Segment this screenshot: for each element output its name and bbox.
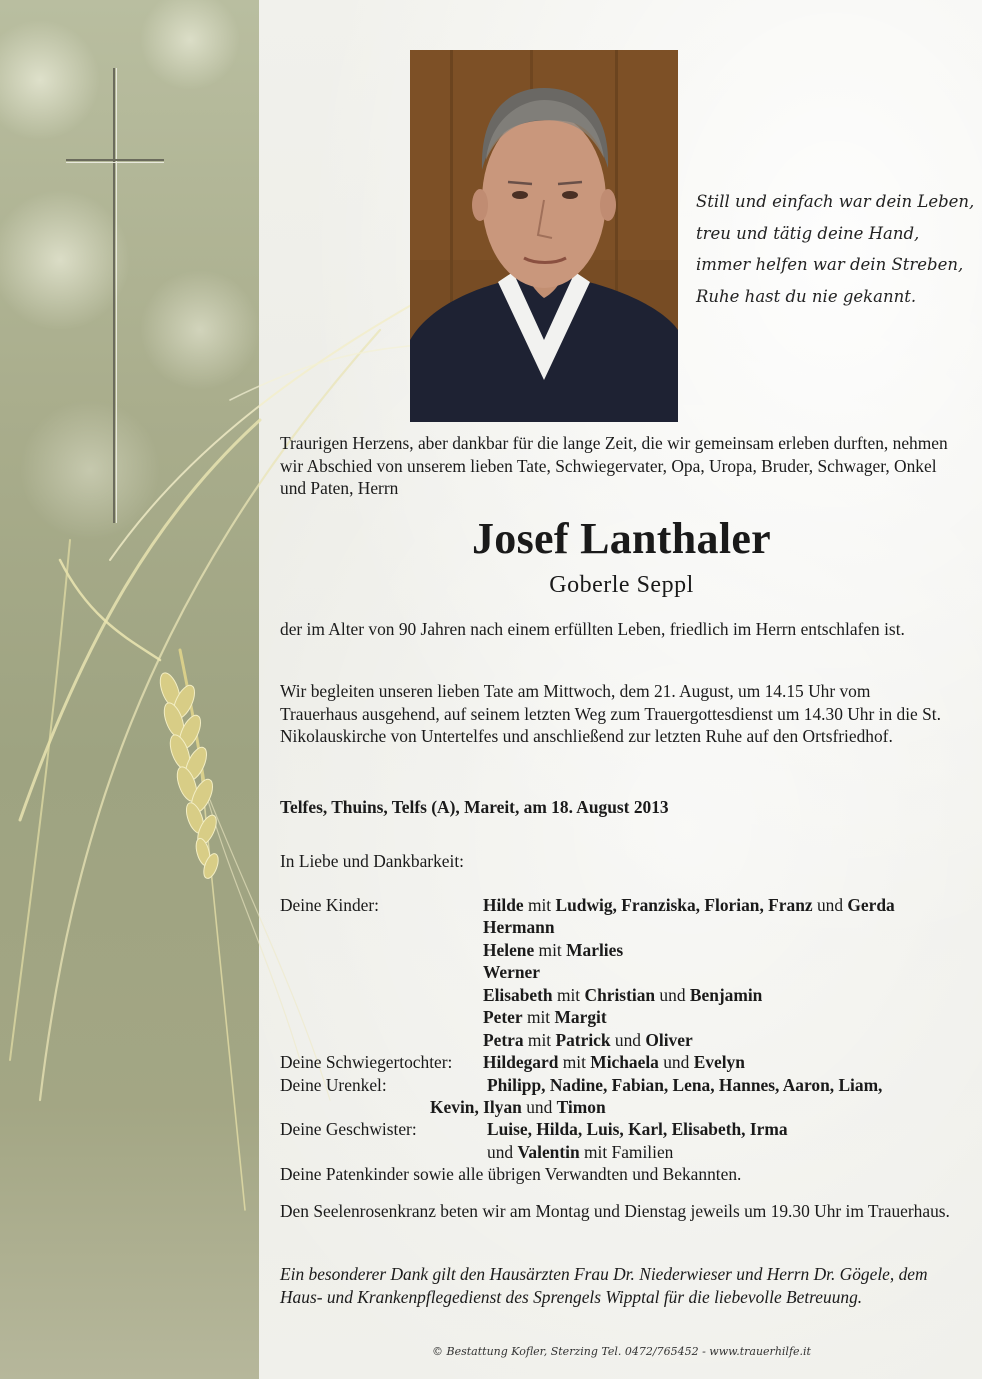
- siblings-line: Luise, Hilda, Luis, Karl, Elisabeth, Irma: [487, 1119, 788, 1139]
- godchildren-text: Deine Patenkinder sowie alle übrigen Verwandten und Bekannten.: [280, 1164, 742, 1184]
- children-line: Petra mit Patrick und Oliver: [483, 1030, 693, 1050]
- portrait-photo: [410, 50, 678, 422]
- siblings-label: Deine Geschwister:: [280, 1119, 417, 1139]
- great-grandchildren-line: Philipp, Nadine, Fabian, Lena, Hannes, Aaron, Liam,: [487, 1075, 883, 1095]
- children-line: Hilde mit Ludwig, Franziska, Florian, Franz und Gerda: [483, 895, 895, 915]
- poem-line: immer helfen war dein Streben,: [696, 255, 964, 274]
- poem-line: Ruhe hast du nie gekannt.: [696, 286, 917, 306]
- poem-line: Still und einfach war dein Leben,: [696, 192, 975, 211]
- place-date: Telfes, Thuins, Telfs (A), Mareit, am 18. August 2013: [280, 797, 669, 817]
- daughter-in-law-label: Deine Schwiegertochter:: [280, 1052, 453, 1072]
- poem-line: treu und tätig deine Hand,: [696, 223, 920, 243]
- deceased-nickname: Goberle Seppl: [549, 572, 694, 598]
- children-line: Werner: [483, 962, 540, 982]
- daughter-in-law-line: Hildegard mit Michaela und Evelyn: [483, 1052, 745, 1072]
- rosary-text: Den Seelenrosenkranz beten wir am Montag und Dienstag jeweils um 19.30 Uhr im Trauerhaus.: [280, 1201, 950, 1221]
- funeral-text: Wir begleiten unseren lieben Tate am Mittwoch, dem 21. August, um 14.15 Uhr vom Trauerhaus ausgehend, auf seinem letzten Weg zum Trauergottesdienst um 14.30 Uhr in die St. Nikolauskirche von Untertelfes und anschließend zur letzten Ruhe auf den Ortsfriedhof.: [280, 681, 941, 747]
- great-grandchildren-label: Deine Urenkel:: [280, 1075, 387, 1095]
- children-line: Helene mit Marlies: [483, 940, 624, 960]
- siblings-line: und Valentin mit Familien: [487, 1142, 674, 1162]
- in-love-heading: In Liebe und Dankbarkeit:: [280, 851, 464, 871]
- great-grandchildren-line: Kevin, Ilyan und Timon: [430, 1097, 606, 1117]
- footer-credit: © Bestattung Kofler, Sterzing Tel. 0472/765452 - www.trauerhilfe.it: [432, 1345, 811, 1358]
- children-line: Elisabeth mit Christian und Benjamin: [483, 985, 763, 1005]
- children-line: Hermann: [483, 917, 555, 937]
- thanks-text: Ein besonderer Dank gilt den Hausärzten Frau Dr. Niederwieser und Herrn Dr. Gögele, dem Haus- und Krankenpflegedienst des Sprengels Wipptal für die liebevolle Betreuung.: [280, 1264, 928, 1307]
- deceased-name: Josef Lanthaler: [471, 514, 772, 563]
- children-line: Peter mit Margit: [483, 1007, 607, 1027]
- age-text: der im Alter von 90 Jahren nach einem erfüllten Leben, friedlich im Herrn entschlafen ist.: [280, 619, 905, 639]
- children-label: Deine Kinder:: [280, 895, 379, 915]
- poem: [696, 186, 976, 312]
- cross-icon: [66, 68, 164, 523]
- intro-text: Traurigen Herzens, aber dankbar für die lange Zeit, die wir gemeinsam erleben durften, nehmen wir Abschied von unserem lieben Tate, Schwiegervater, Opa, Uropa, Bruder, Schwager, Onkel und Paten, Herrn: [280, 433, 948, 499]
